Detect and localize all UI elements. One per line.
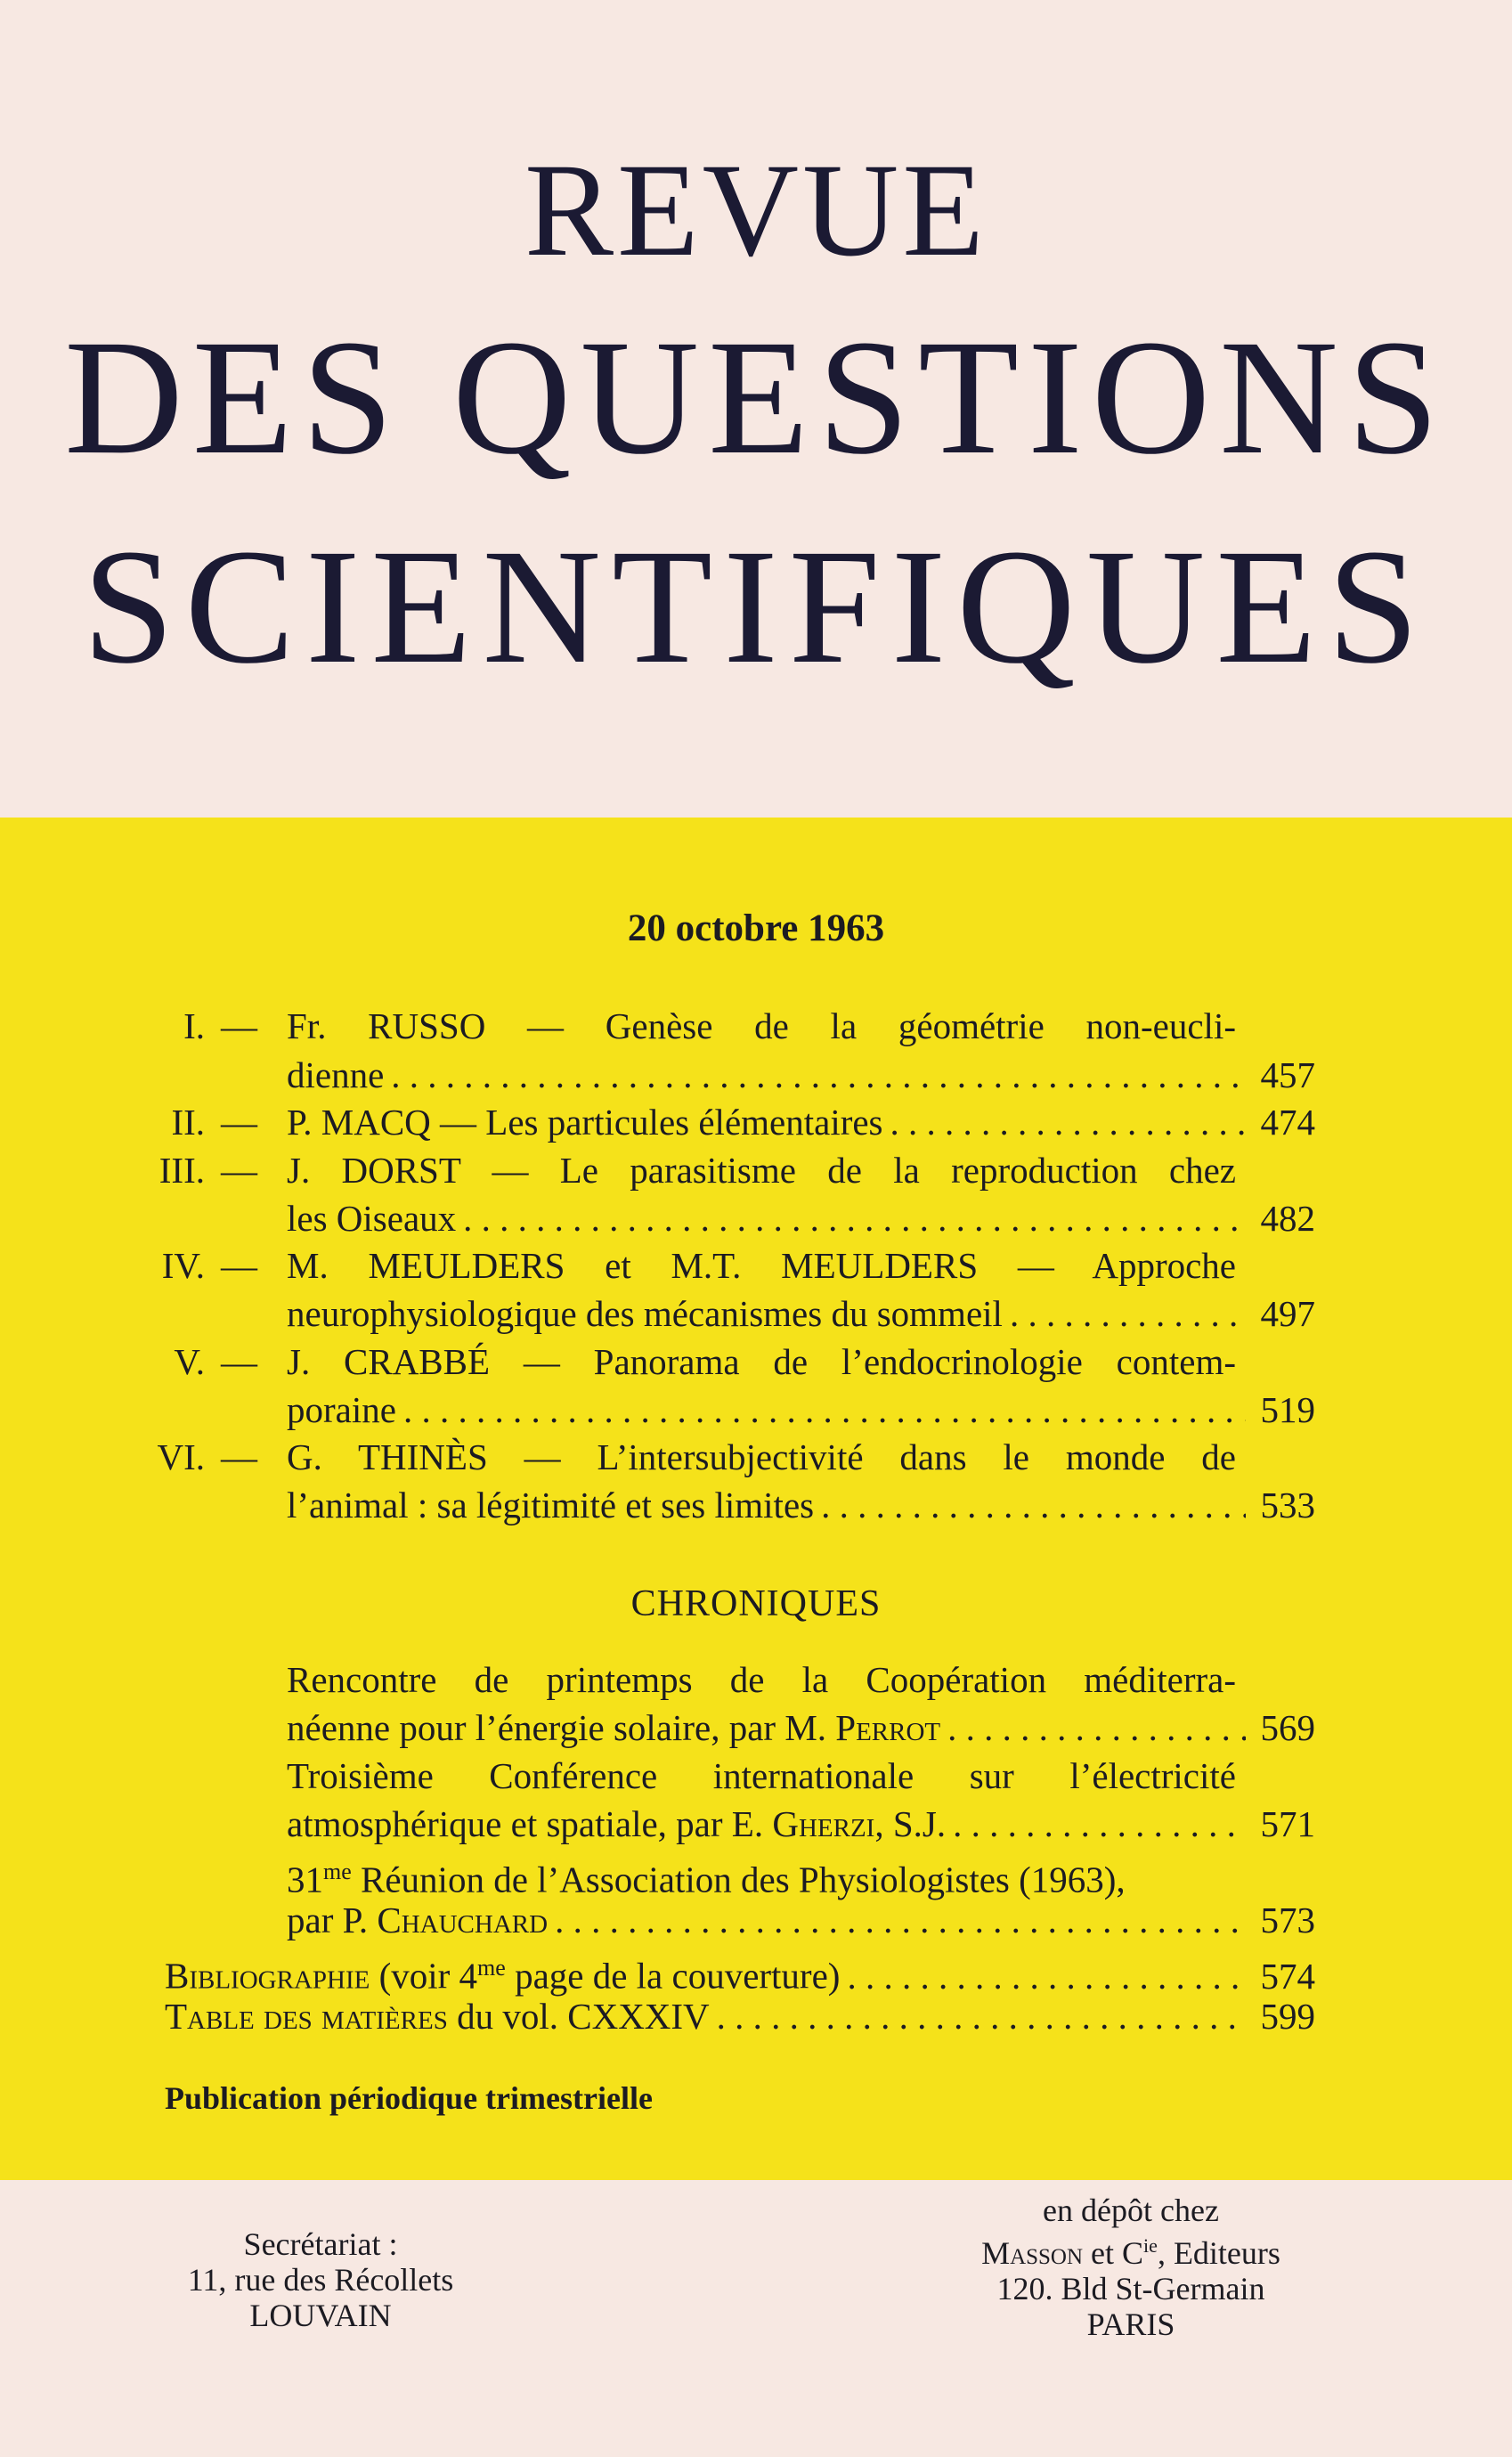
leader-dots xyxy=(890,1101,1246,1143)
article-5-dash: — xyxy=(221,1341,257,1382)
article-6-dash: — xyxy=(221,1436,257,1477)
bibliographie-sup: me xyxy=(477,1955,506,1981)
article-1-dash: — xyxy=(221,1005,257,1046)
secretariat-label: Secrétariat : xyxy=(243,2226,398,2262)
bibliographie-text-a: (voir 4 xyxy=(370,1955,478,1997)
article-1-number: I. xyxy=(183,1005,205,1046)
article-3-line-2 xyxy=(287,1197,1315,1240)
article-4-line-1: M. MEULDERS et M.T. MEULDERS — Approche xyxy=(287,1245,1236,1286)
title-line-3: SCIENTIFIQUES xyxy=(82,516,1430,698)
article-6-number: VI. xyxy=(157,1436,205,1477)
chronique-2-page: 571 xyxy=(1260,1803,1315,1844)
chronique-3-line-1 xyxy=(287,1851,1236,1901)
title-line-2: DES QUESTIONS xyxy=(64,306,1448,489)
bibliographie-text xyxy=(165,1947,840,1997)
chronique-3-line-2 xyxy=(287,1899,1315,1941)
secretariat-street: 11, rue des Récollets xyxy=(187,2262,454,2298)
article-1-line-2-text: dienne xyxy=(287,1054,385,1095)
chronique-1-line-2-text xyxy=(287,1706,940,1749)
table-matieres-volume: du vol. CXXXIV xyxy=(447,1996,710,2037)
chronique-3-page: 573 xyxy=(1260,1900,1315,1940)
article-2-line-1 xyxy=(287,1101,1315,1143)
secretariat-address xyxy=(134,2226,508,2333)
article-5-line-1: J. CRABBÉ — Panorama de l’endocrinologie contem- xyxy=(287,1341,1236,1382)
article-1-page: 457 xyxy=(1260,1054,1315,1095)
article-2-page: 474 xyxy=(1260,1102,1315,1143)
bibliographie-line xyxy=(165,1947,1315,1997)
article-6-line-1: G. THINÈS — L’intersubjectivité dans le monde de xyxy=(287,1436,1236,1477)
article-5-line-2-text: poraine xyxy=(287,1389,396,1430)
chronique-1-page: 569 xyxy=(1260,1707,1315,1748)
leader-dots xyxy=(391,1054,1246,1096)
article-1-line-1: Fr. RUSSO — Genèse de la géométrie non-eucli- xyxy=(287,1005,1236,1046)
chronique-2-text-suffix: , S.J. xyxy=(874,1803,947,1844)
leader-dots xyxy=(555,1899,1246,1941)
article-6-line-2-text: l’animal : sa légitimité et ses limites xyxy=(287,1485,815,1525)
leader-dots xyxy=(847,1955,1246,1997)
bibliographie-page: 574 xyxy=(1260,1955,1315,1997)
depot-city: PARIS xyxy=(1086,2306,1175,2342)
chroniques-heading: CHRONIQUES xyxy=(630,1583,882,1624)
article-3-page: 482 xyxy=(1260,1198,1315,1239)
depot-publisher: Masson xyxy=(981,2235,1084,2271)
chronique-3-author: Chauchard xyxy=(377,1900,549,1940)
chronique-3-sup: me xyxy=(323,1859,352,1884)
article-1-line-2 xyxy=(287,1054,1315,1096)
article-6-line-2 xyxy=(287,1484,1315,1526)
depot-publisher-sup: ie xyxy=(1143,2234,1158,2257)
article-5-page: 519 xyxy=(1260,1389,1315,1430)
article-3-dash: — xyxy=(221,1150,257,1191)
secretariat-city: LOUVAIN xyxy=(249,2298,392,2333)
chronique-3-line-2-text xyxy=(287,1899,548,1941)
article-2-dash: — xyxy=(221,1102,257,1143)
article-5-line-2 xyxy=(287,1388,1315,1431)
article-4-dash: — xyxy=(221,1245,257,1286)
chronique-3-text: Réunion de l’Association des Physiologistes (1963), xyxy=(351,1859,1126,1900)
article-4-line-2 xyxy=(287,1292,1315,1335)
table-matieres-label: Table des matières xyxy=(165,1996,448,2037)
article-4-line-2-text: neurophysiologique des mécanismes du sommeil xyxy=(287,1293,1003,1334)
leader-dots xyxy=(463,1197,1246,1240)
chronique-3-text-2: par P. xyxy=(287,1900,378,1940)
chronique-1-text: néenne pour l’énergie solaire, par M. xyxy=(287,1707,836,1748)
depot-street: 120. Bld St-Germain xyxy=(996,2271,1265,2306)
chronique-2-author: Gherzi xyxy=(772,1803,875,1844)
article-3-number: III. xyxy=(159,1150,205,1191)
leader-dots xyxy=(403,1388,1246,1431)
depot-address xyxy=(944,2193,1318,2342)
chronique-2-line-2-text xyxy=(287,1802,946,1845)
title-line-1: REVUE xyxy=(524,136,988,284)
depot-label: en dépôt chez xyxy=(1043,2193,1219,2228)
table-matieres-line xyxy=(165,1995,1315,2038)
bibliographie-label: Bibliographie xyxy=(165,1955,370,1997)
article-2-line-1-text: P. MACQ — Les particules élémentaires xyxy=(287,1102,883,1143)
depot-publisher-line xyxy=(944,2228,1318,2271)
leader-dots xyxy=(953,1802,1246,1845)
article-3-line-2-text: les Oiseaux xyxy=(287,1198,457,1239)
article-3-line-1: J. DORST — Le parasitisme de la reproduction chez xyxy=(287,1150,1236,1191)
article-5-number: V. xyxy=(174,1341,205,1382)
periodicity-note: Publication périodique trimestrielle xyxy=(165,2080,653,2116)
article-6-page: 533 xyxy=(1260,1485,1315,1525)
chronique-1-author: Perrot xyxy=(835,1707,941,1748)
chronique-1-line-1: Rencontre de printemps de la Coopération méditerra- xyxy=(287,1659,1236,1700)
depot-publisher-role: , Editeurs xyxy=(1157,2235,1280,2271)
table-matieres-page: 599 xyxy=(1260,1996,1315,2037)
chronique-2-line-1: Troisième Conférence internationale sur l’électricité xyxy=(287,1755,1236,1796)
leader-dots xyxy=(1010,1292,1246,1335)
chronique-2-line-2 xyxy=(287,1802,1315,1845)
bibliographie-text-b: page de la couverture) xyxy=(505,1955,841,1997)
article-4-page: 497 xyxy=(1260,1293,1315,1334)
leader-dots xyxy=(717,1995,1246,2038)
article-2-number: II. xyxy=(171,1102,205,1143)
depot-publisher-co: et C xyxy=(1083,2235,1144,2271)
article-4-number: IV. xyxy=(161,1245,205,1286)
issue-date: 20 octobre 1963 xyxy=(627,907,885,949)
leader-dots xyxy=(947,1706,1246,1749)
chronique-2-text: atmosphérique et spatiale, par E. xyxy=(287,1803,773,1844)
table-matieres-text xyxy=(165,1995,710,2038)
chronique-3-number: 31 xyxy=(287,1859,323,1900)
chronique-1-line-2 xyxy=(287,1706,1315,1749)
leader-dots xyxy=(821,1484,1246,1526)
